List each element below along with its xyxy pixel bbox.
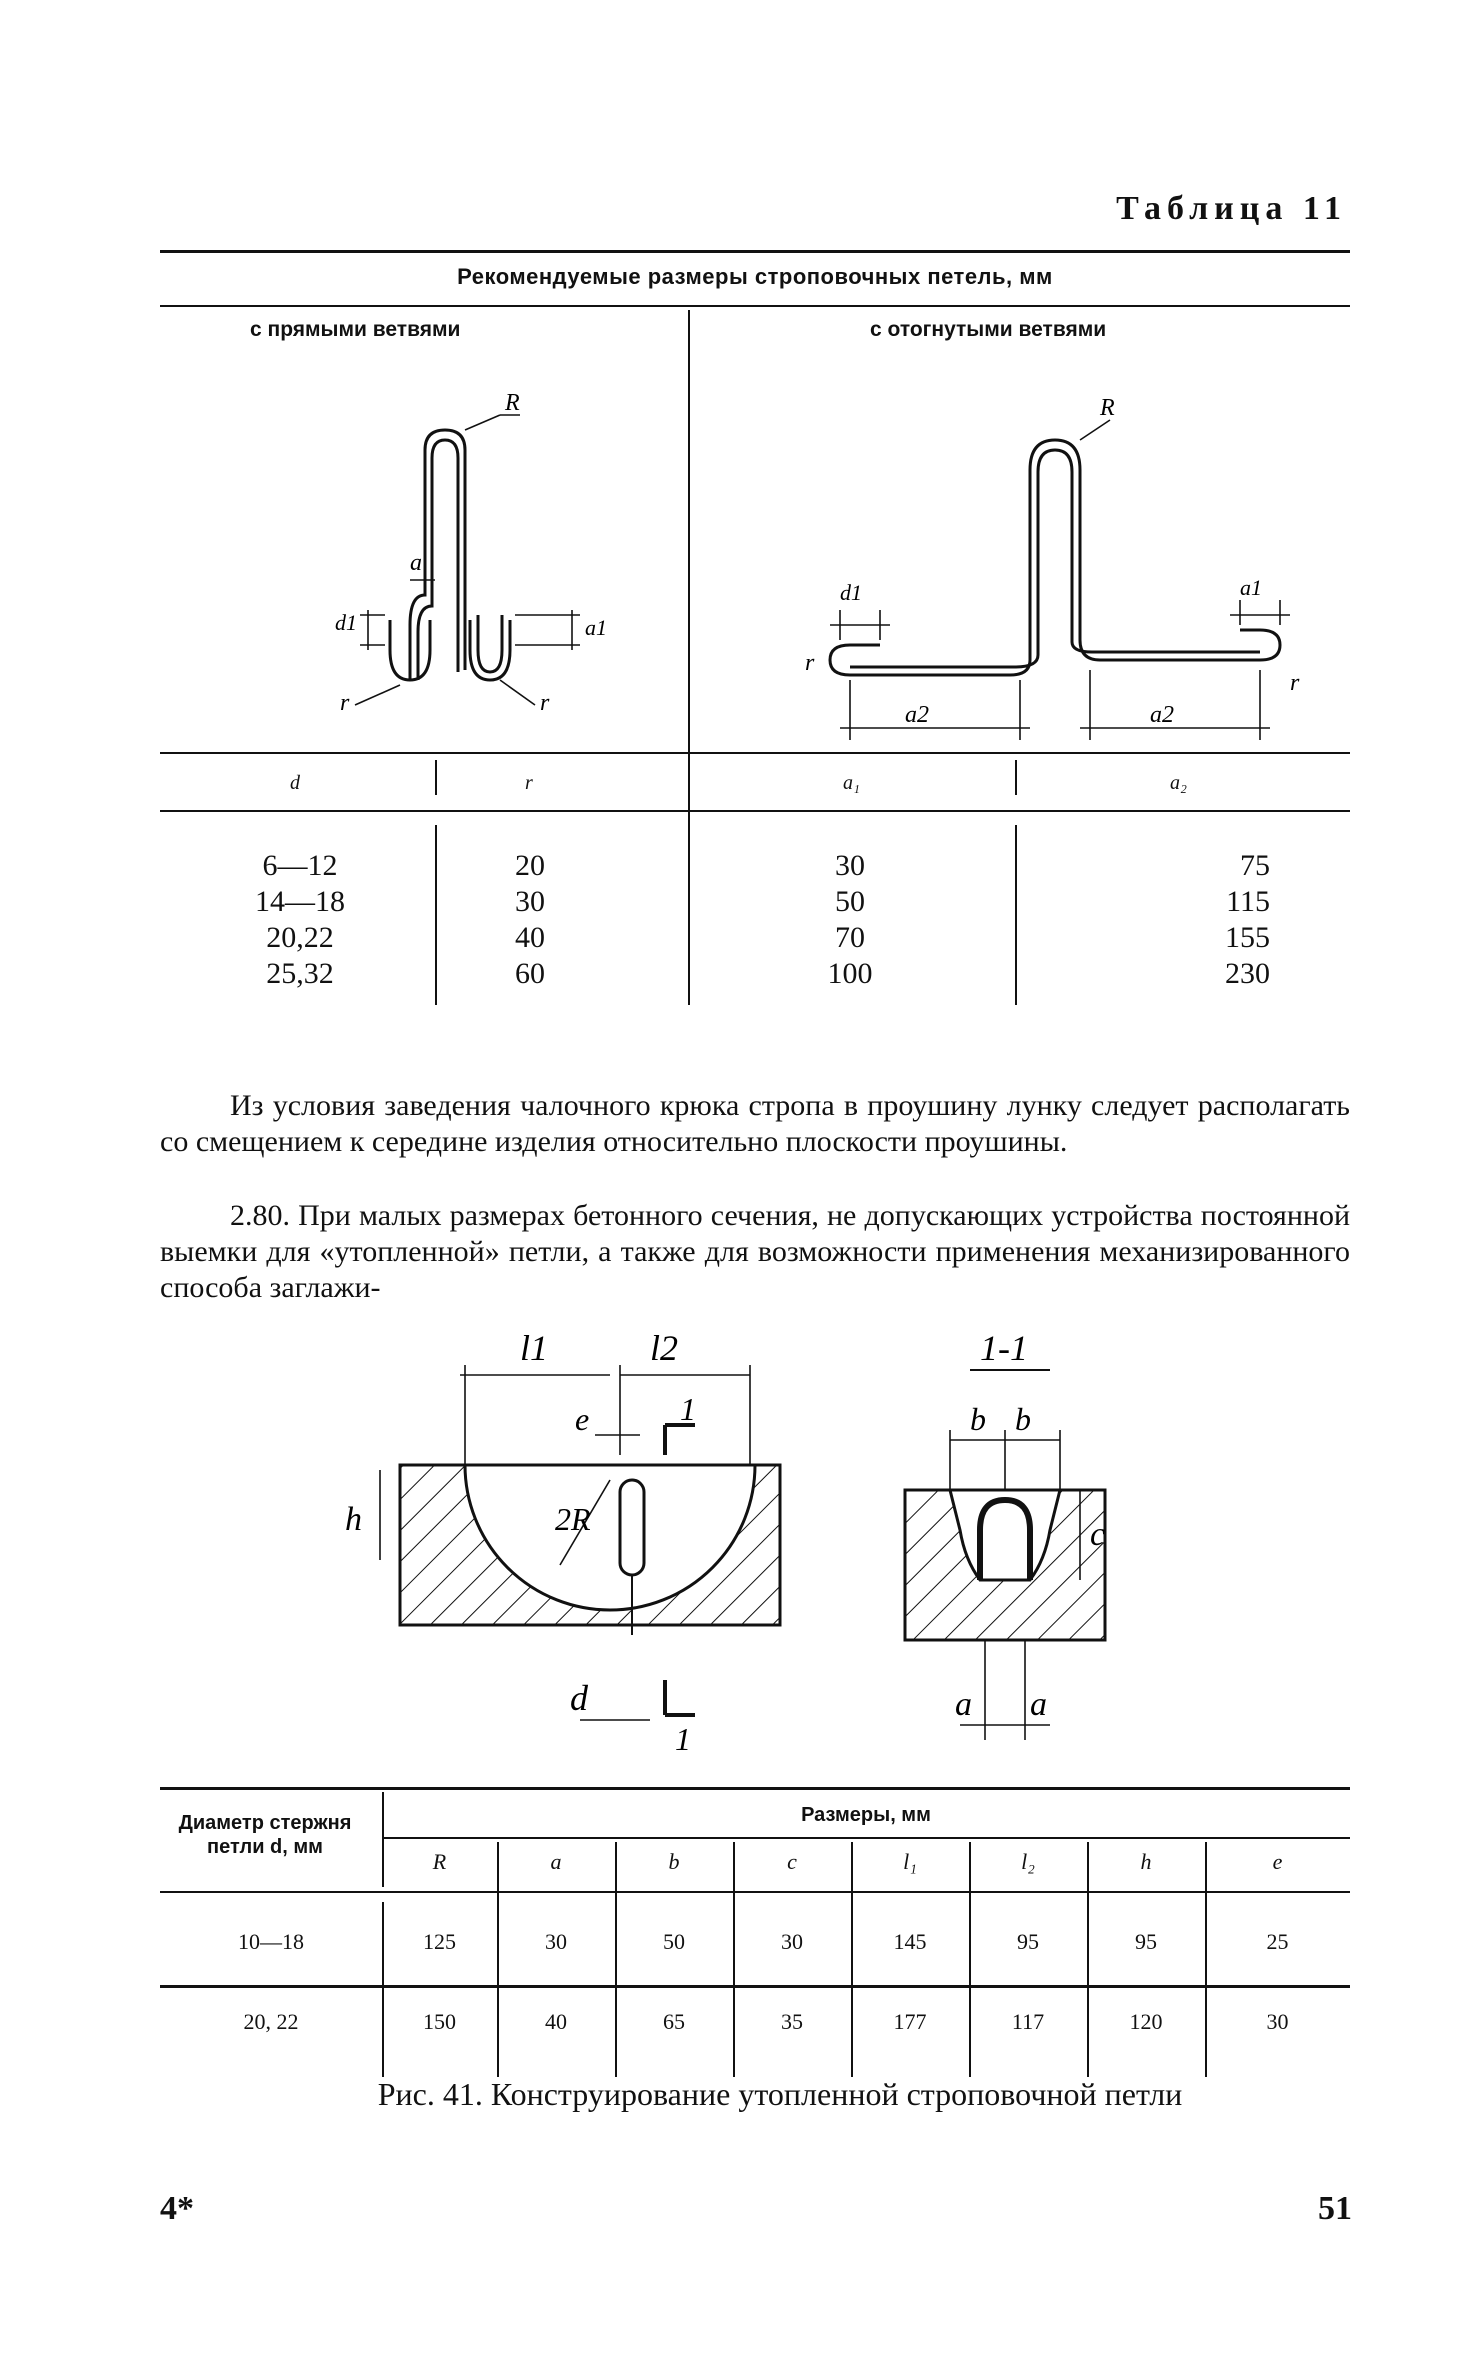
fig-table-divider [969, 1842, 971, 2077]
cell-a1-2: 70 [835, 921, 865, 954]
grid-divider [435, 760, 437, 795]
cell-1-l1: 177 [893, 2009, 927, 2034]
cell-0-e: 25 [1266, 1929, 1289, 1954]
row-d-1: 20, 22 [243, 2009, 299, 2034]
group-head-rule [382, 1837, 1350, 1839]
cell-a1-1: 50 [835, 885, 865, 918]
label-section-1-top: 1 [680, 1391, 696, 1427]
label-a-right: a [1030, 1686, 1047, 1723]
table-center-divider [688, 310, 690, 1005]
paragraph [160, 1198, 1350, 1306]
cell-1-c: 35 [781, 2009, 803, 2034]
table-top-rule [160, 250, 1350, 253]
label-b-right: b [1015, 1401, 1031, 1437]
grid-divider [1015, 825, 1017, 1005]
col-head-l2: l₂ [1021, 1849, 1035, 1874]
section-1-1 [905, 1328, 1105, 1740]
table-11 [160, 250, 1350, 1050]
cell-a2-2: 155 [1225, 921, 1270, 954]
cell-r-3: 60 [515, 957, 545, 990]
cell-1-e: 30 [1266, 2009, 1289, 2034]
fig-table-divider [1087, 1842, 1089, 2077]
cell-a2-3: 230 [1225, 957, 1270, 990]
straight-loop-figure [260, 390, 680, 716]
label-r-right: r [540, 690, 550, 716]
cell-0-l1: 145 [893, 1929, 927, 1954]
label-R-bent: R [1100, 395, 1115, 421]
label-l1: l1 [520, 1328, 549, 1368]
fig-table-divider [382, 1902, 384, 2077]
label-a: a [410, 550, 422, 576]
label-b-left: b [970, 1401, 986, 1437]
col-head-a1: a₁ [843, 772, 860, 794]
cell-d-1: 14—18 [255, 885, 345, 918]
grid-head-bottom-rule [160, 810, 1350, 812]
label-c: c [1090, 1516, 1106, 1553]
cell-0-R: 125 [423, 1929, 456, 1954]
cell-a1-0: 30 [835, 849, 865, 882]
col-head-R: R [432, 1849, 447, 1874]
fig-table-mid-rule [160, 1985, 1350, 1988]
cell-1-a: 40 [545, 2009, 567, 2034]
fig-table-divider [615, 1842, 617, 2077]
label-a2-right: a2 [1150, 702, 1174, 728]
grid-divider [435, 825, 437, 1005]
signature-mark: 4* [160, 2190, 194, 2227]
col-head-a2: a₂ [1170, 772, 1187, 794]
label-r-bent-left: r [805, 650, 815, 676]
cell-r-1: 30 [515, 885, 545, 918]
grid-divider [1015, 760, 1017, 795]
label-e: e [575, 1401, 590, 1437]
col-head-e: e [1272, 1849, 1283, 1874]
col-head-c: c [787, 1849, 797, 1874]
col-head-b: b [668, 1849, 680, 1874]
cell-0-a: 30 [545, 1929, 567, 1954]
cell-a1-3: 100 [827, 957, 873, 990]
left-column-head: с прямыми ветвями [250, 318, 461, 341]
fig-table-divider [851, 1842, 853, 2077]
plan-section [345, 1328, 780, 1757]
label-d1-bent: d1 [840, 580, 862, 605]
table-caption: Таблица 11 [1116, 190, 1347, 227]
table-title-rule [160, 305, 1350, 307]
section-label: 1-1 [980, 1328, 1028, 1368]
cell-r-0: 20 [515, 849, 545, 882]
figure-caption: Рис. 41. Конструирование утопленной строповочной петли [377, 2076, 1183, 2112]
fig-table-divider [733, 1842, 735, 2077]
label-d: d [570, 1678, 588, 1718]
label-l2: l2 [650, 1328, 679, 1368]
label-r-bent-right: r [1290, 670, 1300, 696]
paragraph [160, 1088, 1350, 1160]
cell-1-h: 120 [1129, 2009, 1163, 2034]
cell-a2-1: 115 [1226, 885, 1270, 918]
page-number: 51 [1318, 2190, 1352, 2227]
label-a2-left: a2 [905, 702, 929, 728]
cell-d-0: 6—12 [262, 849, 338, 882]
label-a-left: a [955, 1686, 972, 1723]
group-head: Размеры, мм [801, 1804, 931, 1826]
row-head: Диаметр стержня петли d, мм [178, 1812, 352, 1858]
cell-0-h: 95 [1135, 1929, 1157, 1954]
paragraph-text: 2.80. При малых размерах бетонного сечения, не допускающих устройства постоянной выемки для «утопленной» петли, а также для возможности применения механизированного способа заглажи- [160, 1199, 1350, 1304]
col-head-a: a [550, 1849, 562, 1874]
label-a1-bent: a1 [1240, 575, 1262, 600]
grid-head-top-rule [160, 752, 1350, 754]
cell-d-2: 20,22 [266, 921, 334, 954]
cell-a2-0: 75 [1240, 849, 1270, 882]
fig-table-divider [1205, 1842, 1207, 2077]
label-h: h [345, 1501, 362, 1538]
right-column-head: с отогнутыми ветвями [870, 318, 1107, 341]
cell-1-R: 150 [423, 2009, 456, 2034]
figure-dimension-table [160, 1787, 1350, 2077]
col-head-d: d [290, 772, 300, 794]
paragraph-text: Из условия заведения чалочного крюка стропа в проушину лунку следует располагать со смещением к середине изделия относительно плоскости проушины. [160, 1089, 1350, 1158]
label-R: R [505, 390, 520, 416]
figure-41 [320, 1330, 1200, 1760]
fig-table-divider [497, 1842, 499, 2077]
label-d1: d1 [335, 610, 357, 635]
bent-loop-figure [800, 395, 1340, 728]
cell-0-l2: 95 [1017, 1929, 1039, 1954]
label-section-1-bottom: 1 [675, 1721, 691, 1757]
cell-1-b: 65 [663, 2009, 685, 2034]
cell-1-l2: 117 [1011, 2009, 1045, 2034]
cell-0-b: 50 [663, 1929, 685, 1954]
label-2R: 2R [555, 1501, 591, 1537]
row-d-0: 10—18 [238, 1929, 304, 1954]
col-head-l1: l₁ [903, 1849, 917, 1874]
cell-0-c: 30 [781, 1929, 803, 1954]
col-head-h: h [1140, 1849, 1152, 1874]
fig-table-top-rule [160, 1787, 1350, 1790]
cell-d-3: 25,32 [266, 957, 334, 990]
label-a1: a1 [585, 615, 607, 640]
table-title: Рекомендуемые размеры строповочных петель, мм [457, 264, 1053, 289]
cell-r-2: 40 [515, 921, 545, 954]
col-head-r: r [525, 772, 533, 794]
fig-table-head-rule [160, 1891, 1350, 1893]
label-r-left: r [340, 690, 350, 716]
